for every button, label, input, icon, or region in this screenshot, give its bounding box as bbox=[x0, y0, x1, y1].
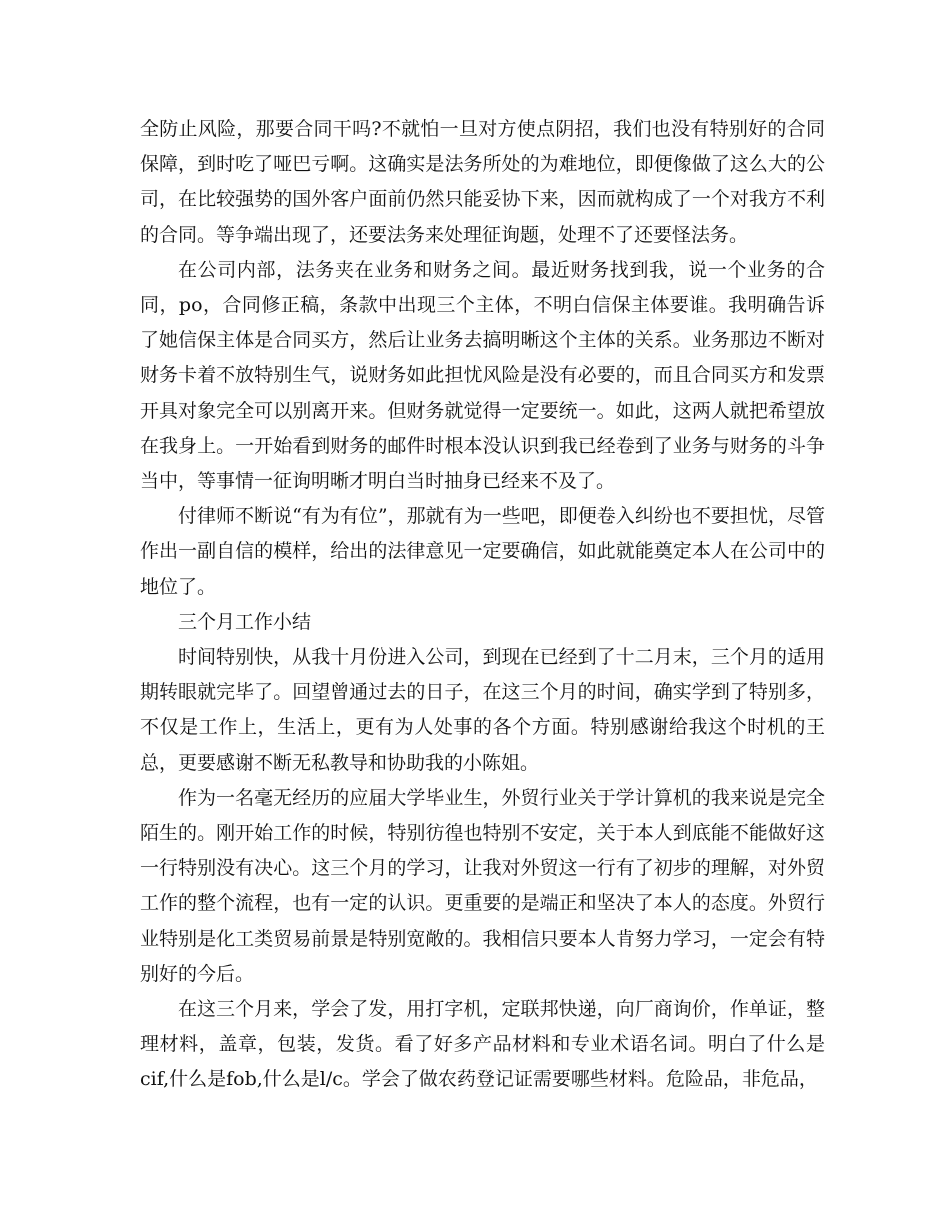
paragraph-6: 在这三个月来，学会了发，用打字机，定联邦快递，向厂商询价，作单证，整理材料，盖章，包装，发货。看了好多产品材料和专业术语名词。明白了什么是cif,什么是fob,什么是l/c。学会了做农药登记证需要哪些材料。危险品，非危品， bbox=[140, 998, 825, 1091]
document-body bbox=[140, 112, 825, 1098]
paragraph-4: 时间特别快，从我十月份进入公司，到现在已经到了十二月末，三个月的适用期转眼就完毕了。回望曾通过去的日子，在这三个月的时间，确实学到了特别多，不仅是工作上，生活上，更有为人处事的各个方面。特别感谢给我这个时机的王总，更要感谢不断无私教导和协助我的小陈姐。 bbox=[140, 646, 825, 774]
paragraph-3: 付律师不断说“有为有位”，那就有为一些吧，即便卷入纠纷也不要担忧，尽管作出一副自信的模样，给出的法律意见一定要确信，如此就能奠定本人在公司中的地位了。 bbox=[140, 505, 825, 598]
paragraph-5: 作为一名毫无经历的应届大学毕业生，外贸行业关于学计算机的我来说是完全陌生的。刚开始工作的时候，特别彷徨也特别不安定，关于本人到底能不能做好这一行特别没有决心。这三个月的学习，让我对外贸这一行有了初步的理解，对外贸工作的整个流程，也有一定的认识。更重要的是端正和坚决了本人的态度。外贸行业特别是化工类贸易前景是特别宽敞的。我相信只要本人肯努力学习，一定会有特别好的今后。 bbox=[140, 786, 825, 985]
paragraph-1: 全防止风险，那要合同干吗?不就怕一旦对方使点阴招，我们也没有特别好的合同保障，到时吃了哑巴亏啊。这确实是法务所处的为难地位，即便像做了这么大的公司，在比较强势的国外客户面前仍然只能妥协下来，因而就构成了一个对我方不利的合同。等争端出现了，还要法务来处理征询题，处理不了还要怪法务。 bbox=[140, 118, 825, 246]
section-heading: 三个月工作小结 bbox=[178, 610, 312, 633]
paragraph-2: 在公司内部，法务夹在业务和财务之间。最近财务找到我，说一个业务的合同，po，合同修正稿，条款中出现三个主体，不明白信保主体要谁。我明确告诉了她信保主体是合同买方，然后让业务去搞明晰这个主体的关系。业务那边不断对财务卡着不放特别生气，说财务如此担忧风险是没有必要的，而且合同买方和发票开具对象完全可以别离开来。但财务就觉得一定要统一。如此，这两人就把希望放在我身上。一开始看到财务的邮件时根本没认识到我已经卷到了业务与财务的斗争当中，等事情一征询明晰才明白当时抽身已经来不及了。 bbox=[140, 258, 825, 493]
